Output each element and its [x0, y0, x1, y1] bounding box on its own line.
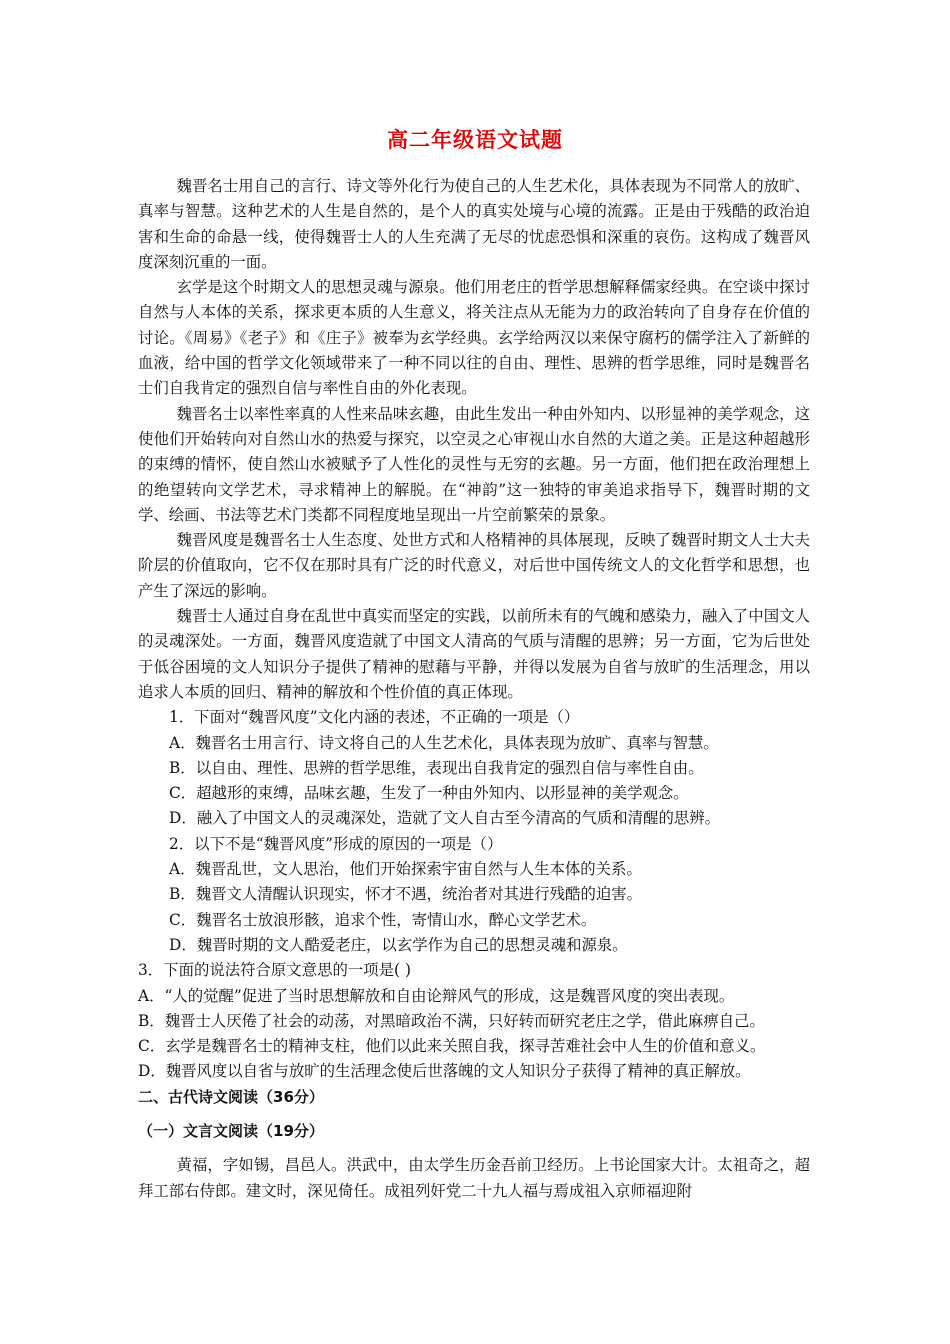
question-3-option-b: B．魏晋士人厌倦了社会的动荡，对黑暗政治不满，只好转而研究老庄之学，借此麻痹自己。	[138, 1011, 765, 1030]
passage-paragraph: 魏晋风度是魏晋名士人生态度、处世方式和人格精神的具体展现，反映了魏晋时期文人士大夫阶层的价值取向，它不仅在那时具有广泛的时代意义，对后世中国传统文人的文化哲学和思想，也产生了深远的影响。	[138, 531, 810, 600]
question-2-option-b: B．魏晋文人清醒认识现实，怀才不遇，统治者对其进行残酷的迫害。	[169, 885, 643, 904]
passage-paragraph: 魏晋名士以率性率真的人性来品味玄趣，由此生发出一种由外知内、以形显神的美学观念，这使他们开始转向对自然山水的热爱与探究，以空灵之心审视山水自然的大道之美。正是这种超越形的束缚的情怀，使自然山水被赋予了人性化的灵性与无穷的玄趣。另一方面，他们把在政治理想上的绝望转向文学艺术，寻求精神上的解脱。在“神韵”这一独特的审美追求指导下，魏晋时期的文学、绘画、书法等艺术门类都不同程度地呈现出一片空前繁荣的景象。	[138, 404, 810, 524]
section-heading: 二、古代诗文阅读（36分）	[138, 1087, 324, 1106]
classical-passage: 黄福，字如锡，昌邑人。洪武中，由太学生历金吾前卫经历。上书论国家大计。太祖奇之，超拜工部右侍郎。建文时，深见倚任。成祖列奸党二十九人福与焉成祖入京师福迎附	[138, 1156, 810, 1200]
question-1-stem: 1．下面对“魏晋风度”文化内涵的表述，不正确的一项是（）	[169, 708, 580, 727]
passage-paragraph: 魏晋名士用自己的言行、诗文等外化行为使自己的人生艺术化，具体表现为不同常人的放旷、真率与智慧。这种艺术的人生是自然的，是个人的真实处境与心境的流露。正是由于残酷的政治迫害和生命的命悬一线，使得魏晋士人的人生充满了无尽的忧虑恐惧和深重的哀伤。这构成了魏晋风度深刻沉重的一面。	[138, 177, 810, 271]
question-1-option-d: D．融入了中国文人的灵魂深处，造就了文人自古至今清高的气质和清醒的思辨。	[169, 809, 721, 828]
question-3-option-d: D．魏晋风度以自省与放旷的生活理念使后世落魄的文人知识分子获得了精神的真正解放。	[138, 1062, 751, 1081]
question-2-option-c: C．魏晋名士放浪形骸，追求个性，寄情山水，醉心文学艺术。	[169, 910, 597, 929]
question-1-option-b: B．以自由、理性、思辨的哲学思维，表现出自我肯定的强烈自信与率性自由。	[169, 758, 704, 777]
question-1-option-a: A．魏晋名士用言行、诗文将自己的人生艺术化，具体表现为放旷、真率与智慧。	[169, 733, 719, 752]
page-title: 高二年级语文试题	[387, 128, 563, 152]
question-3-option-c: C．玄学是魏晋名士的精神支柱，他们以此来关照自我，探寻苦难社会中人生的价值和意义。	[138, 1037, 766, 1056]
question-3-stem: 3．下面的说法符合原文意思的一项是( )	[138, 961, 411, 980]
question-2-option-d: D．魏晋时期的文人酷爱老庄，以玄学作为自己的思想灵魂和源泉。	[169, 935, 628, 954]
question-2-option-a: A．魏晋乱世，文人思治，他们开始探索宇宙自然与人生本体的关系。	[169, 860, 642, 879]
question-2-stem: 2．以下不是“魏晋风度”形成的原因的一项是（）	[169, 834, 503, 853]
passage-paragraph: 魏晋士人通过自身在乱世中真实而坚定的实践，以前所未有的气魄和感染力，融入了中国文人的灵魂深处。一方面，魏晋风度造就了中国文人清高的气质与清醒的思辨；另一方面，它为后世处于低谷困境的文人知识分子提供了精神的慰藉与平静，并得以发展为自省与放旷的生活理念，用以追求人本质的回归、精神的解放和个性价值的真正体现。	[138, 607, 810, 701]
question-3-option-a: A．“人的觉醒”促进了当时思想解放和自由论辩风气的形成，这是魏晋风度的突出表现。	[138, 986, 735, 1005]
question-1-option-c: C．超越形的束缚，品味玄趣，生发了一种由外知内、以形显神的美学观念。	[169, 784, 689, 803]
passage-paragraph: 玄学是这个时期文人的思想灵魂与源泉。他们用老庄的哲学思想解释儒家经典。在空谈中探讨自然与人本体的关系，探求更本质的人生意义，将关注点从无能为力的政治转向了自身存在价值的讨论。《周易》《老子》和《庄子》被奉为玄学经典。玄学给两汉以来保守腐朽的儒学注入了新鲜的血液，给中国的哲学文化领域带来了一种不同以往的自由、理性、思辨的哲学思维，同时是魏晋名士们自我肯定的强烈自信与率性自由的外化表现。	[138, 278, 810, 398]
subsection-heading: （一）文言文阅读（19分）	[138, 1121, 324, 1140]
exam-content	[138, 174, 810, 1204]
